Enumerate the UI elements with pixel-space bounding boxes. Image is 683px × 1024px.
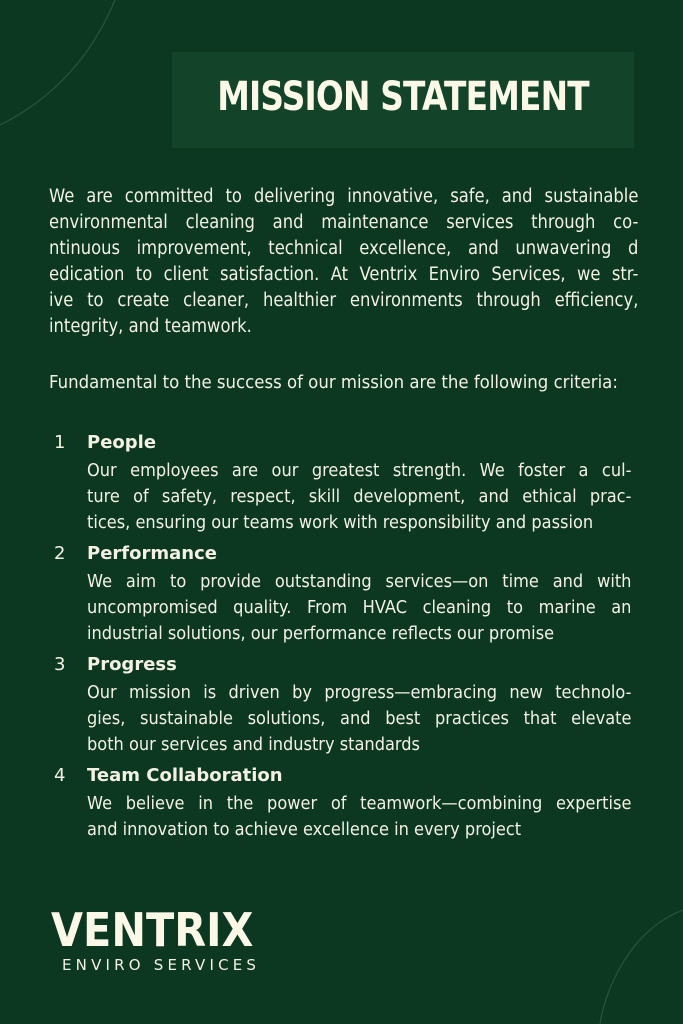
criteria-title: Progress	[87, 654, 177, 675]
criteria-title: Performance	[87, 543, 217, 564]
criteria-line: ture of safety, respect, skill development, and ethical prac-	[87, 486, 632, 507]
criteria-description	[87, 680, 632, 758]
decorative-curve-top-left	[0, 0, 140, 140]
criteria-line: We aim to provide outstanding services—on time and with	[87, 571, 632, 592]
criteria-number: 4	[54, 765, 66, 786]
logo-sub-text: ENVIRO SERVICES	[62, 956, 261, 974]
criteria-line: tices, ensuring our teams work with responsibility and passion	[87, 512, 594, 533]
criteria-title: People	[87, 432, 157, 453]
page-title: MISSION STATEMENT	[217, 74, 589, 120]
title-banner	[172, 52, 634, 148]
criteria-line: and innovation to achieve excellence in every project	[87, 819, 522, 840]
logo-main-text: VENTRIX	[51, 903, 254, 957]
criteria-line: uncompromised quality. From HVAC cleaning to marine an	[87, 597, 632, 618]
criteria-number: 1	[54, 432, 66, 453]
mission-line: ntinuous improvement, technical excellence, and unwavering d	[49, 238, 639, 259]
decorative-curve-bottom-right	[570, 900, 683, 1024]
criteria-number: 3	[54, 654, 66, 675]
criteria-line: both our services and industry standards	[87, 734, 421, 755]
criteria-description	[87, 569, 632, 647]
mission-paragraph	[49, 184, 639, 340]
criteria-title: Team Collaboration	[87, 765, 283, 786]
criteria-line: We believe in the power of teamwork—combining expertise	[87, 793, 632, 814]
criteria-description	[87, 791, 632, 843]
criteria-line: industrial solutions, our performance reflects our promise	[87, 623, 555, 644]
criteria-description	[87, 458, 632, 536]
criteria-line: Our mission is driven by progress—embracing new technolo-	[87, 682, 632, 703]
criteria-number: 2	[54, 543, 66, 564]
criteria-line: Our employees are our greatest strength. We foster a cul-	[87, 460, 632, 481]
criteria-line: gies, sustainable solutions, and best practices that elevate	[87, 708, 632, 729]
mission-line: integrity, and teamwork.	[49, 316, 252, 337]
logo	[51, 903, 276, 974]
mission-line: ive to create cleaner, healthier environments through efficiency,	[49, 290, 639, 311]
mission-line: We are committed to delivering innovative, safe, and sustainable	[49, 186, 639, 207]
mission-line: edication to client satisfaction. At Ventrix Enviro Services, we str-	[49, 264, 639, 285]
mission-line: environmental cleaning and maintenance services through co-	[49, 212, 639, 233]
criteria-intro: Fundamental to the success of our mission are the following criteria:	[49, 372, 618, 393]
